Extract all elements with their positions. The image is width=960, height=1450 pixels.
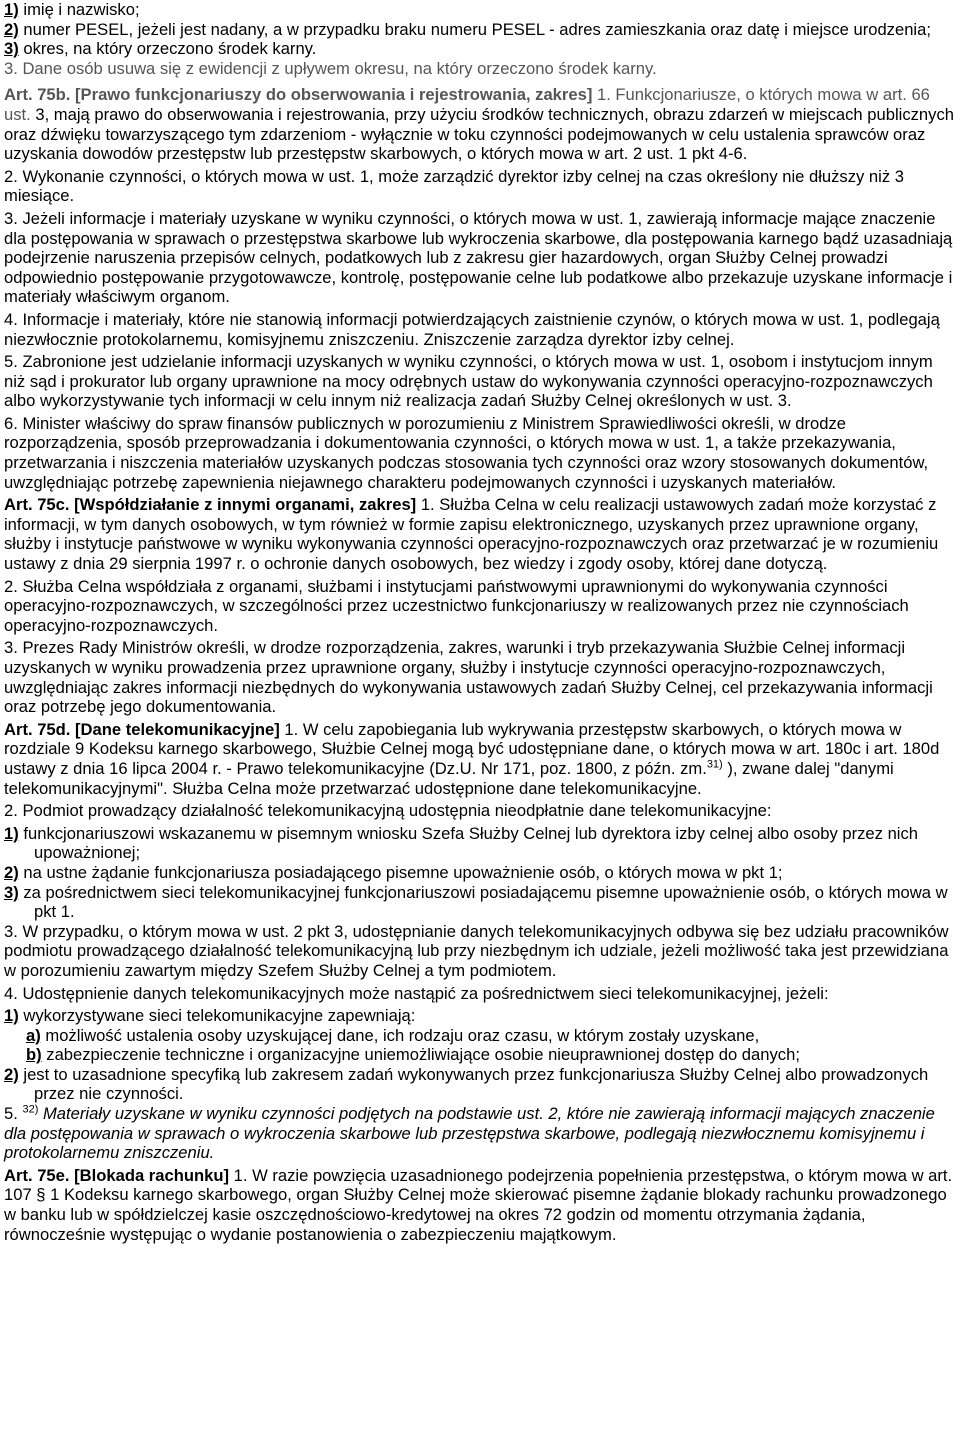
paragraph: 6. Minister właściwy do spraw finansów publicznych w porozumieniu z Ministrem Sprawiedliwości określi, w drodze rozporządzenia, sposób przeprowadzania i dokumentowania czynności, o których mowa w ust. 1, a także przekazywania, przetwarzania i niszczenia materiałów uzyskanych podczas stosowania tych czynności oraz wzory stosowanych dokumentów, uwzględniając potrzebę zapewnienia niejawnego charakteru podejmowanych czynności i uzyskanych materiałów. [4,413,929,492]
list-item [4,1006,956,1026]
item-number: 1) [4,823,19,843]
item-number: 1) [4,1006,19,1026]
item-text: na ustne żądanie funkcjonariusza posiadającego pisemne upoważnienie osób, o których mowa w pkt 1; [18,862,783,882]
item-letter: a) [26,1025,41,1045]
list-item [4,1065,956,1104]
item-letter: b) [26,1045,42,1065]
article-75d [4,720,956,798]
list-subitem [4,1026,956,1046]
paragraph: 3. Jeżeli informacje i materiały uzyskane w wyniku czynności, o których mowa w ust. 1, zawierają informacje mające znaczenie dla postępowania w sprawach o przestępstwa skarbowe lub wykroczenia skarbowe, dla postępowania karnego bądź uzasadniają podejrzenie naruszenia przepisów celnych, podatkowych lub z zakresu gier hazardowych, organ Służby Celnej prowadzi odpowiednio postępowanie przygotowawcze, kontrolę, postępowanie celne lub podatkowe albo przekazuje uzyskane informacje i materiały właściwym organom. [4,208,953,307]
list-item [4,824,956,863]
paragraph-text: 3, mają prawo do obserwowania i rejestrowania, przy użyciu środków technicznych, obrazu zdarzeń w miejscach publicznych oraz dźwięku towarzyszącego tym zdarzeniom - wyłącznie w toku czynności podejmowanych w celu ustalenia sprawców oraz uzyskania dowodów przestępstw lub przestępstw skarbowych, o których mowa w art. 2 ust. 1 pkt 4-6. [4,104,954,164]
footnote-ref: 31) [706,758,723,771]
item-text: imię i nazwisko; [18,0,140,19]
paragraph: 3. Prezes Rady Ministrów określi, w drodze rozporządzenia, zakres, warunki i tryb przekazywania Służbie Celnej informacji uzyskanych w wyniku prowadzenia przez uprawnione organy, służby i instytucje czynności operacyjno-rozpoznawczych, uwzględniając zakres informacji niezbędnych do wykonywania ustawowych zadań Służby Celnej, cel przekazywania informacji oraz potrzebę jego dokumentowania. [4,638,933,717]
paragraph: 2. Wykonanie czynności, o których mowa w ust. 1, może zarządzić dyrektor izby celnej na czas określony nie dłuższy niż 3 miesiące. [4,166,904,206]
item-text: jest to uzasadnione specyfiką lub zakresem zadań wykonywanych przez funkcjonariusza Służby Celnej albo prowadzonych przez nie czynności. [18,1064,929,1104]
paragraph-number: 5. [4,1104,18,1124]
list-item [4,0,956,20]
article-title: [Dane telekomunikacyjne] [75,719,280,739]
list-item [4,20,956,40]
item-number: 2) [4,1064,19,1084]
paragraph: 3. W przypadku, o którym mowa w ust. 2 pkt 3, udostępnianie danych telekomunikacyjnych odbywa się bez udziału pracowników podmiotu prowadzącego działalność telekomunikacyjną lub przy niezbędnym ich udziale, jeżeli możliwość taka jest przewidziana w porozumieniu zawartym między Szefem Służby Celnej a tym podmiotem. [4,921,949,980]
item-number: 3) [4,39,19,59]
paragraph: 4. Informacje i materiały, które nie stanowią informacji potwierdzających zaistnienie czynów, o których mowa w ust. 1, podlegają niezwłocznie protokolarnemu, komisyjnemu zniszczeniu. Zniszczenie zarządza dyrektor izby celnej. [4,309,940,349]
article-heading: Art. 75d. [4,719,71,739]
item-text: za pośrednictwem sieci telekomunikacyjnej funkcjonariuszowi posiadającemu pisemne upoważnienie osób, o których mowa w pkt 1. [18,882,948,922]
paragraph-text: 1. W celu zapobiegania lub wykrywania przestępstw skarbowych, o których mowa w rozdziale 9 Kodeksu karnego skarbowego, Służbie Celnej mogą być udostępniane dane, o których mowa w art. 180c i art. 180d ustawy z dnia 16 lipca 2004 r. - Prawo telekomunikacyjne (Dz.U. Nr 171, poz. 1800, z późn. zm. [4,719,940,778]
list-subitem [4,1045,956,1065]
list-item [4,39,956,59]
item-text: funkcjonariuszowi wskazanemu w pisemnym wniosku Szefa Służby Celnej lub dyrektora izby celnej albo osoby przez nich upoważnionej; [18,823,919,863]
article-75b [4,85,956,163]
article-title: [Prawo funkcjonariuszy do obserwowania i rejestrowania, zakres] [75,85,593,105]
item-text: zabezpieczenie techniczne i organizacyjne uniemożliwiające osobie nieuprawnionej dostęp do danych; [41,1045,800,1065]
item-text: numer PESEL, jeżeli jest nadany, a w przypadku braku numeru PESEL - adres zamieszkania oraz datę i miejsce urodzenia; [18,19,931,39]
paragraph: 2. Służba Celna współdziała z organami, służbami i instytucjami państwowymi uprawnionymi do wykonywania czynności operacyjno-rozpoznawczych, w szczególności przez uczestnictwo funkcjonariuszy w realizowanych przez nie czynnościach operacyjno-rozpoznawczych. [4,576,909,635]
paragraph-text: Materiały uzyskane w wyniku czynności podjętych na podstawie ust. 2, które nie zawierają informacji mających znaczenie dla postępowania w sprawach o wykroczenia skarbowe lub przestępstwa skarbowe, podlegają niezwłocznemu komisyjnemu i protokolarnemu zniszczeniu. [4,1104,935,1163]
paragraph-text: 1. W razie powzięcia uzasadnionego podejrzenia popełnienia przestępstwa, o którym mowa w art. 107 § 1 Kodeksu karnego skarbowego, organ Służby Celnej może skierować pisemne żądanie blokady rachunku prowadzonego w banku lub w spółdzielczej kasie oszczędnościowo-kredytowej na okres 72 godzin od momentu otrzymania żądania, równocześnie występując o wydanie postanowienia o zabezpieczeniu majątkowym. [4,1165,953,1244]
item-number: 2) [4,19,19,39]
paragraph-text: 1. Służba Celna w celu realizacji ustawowych zadań może korzystać z informacji, w tym danych osobowych, w tym również w formie zapisu elektronicznego, uzyskanych przez uprawnione organy, służby i instytucje państwowe w wyniku wykonywania czynności operacyjno-rozpoznawczych oraz przetwarzać je w rozumieniu ustawy z dnia 29 sierpnia 1997 r. o ochronie danych osobowych, bez wiedzy i zgody osoby, której dane dotyczą. [4,495,939,574]
item-number: 2) [4,862,19,882]
paragraph-lead: 1. Funkcjonariusze, o których mowa w art. 66 ust. [4,85,930,124]
article-75e [4,1166,956,1244]
paragraph: 4. Udostępnienie danych telekomunikacyjnych może nastąpić za pośrednictwem sieci telekomunikacyjnej, jeżeli: [4,983,829,1003]
article-heading: Art. 75c. [4,495,70,515]
paragraph [4,1104,956,1163]
item-text: okres, na który orzeczono środek karny. [18,39,317,59]
paragraph: 3. Dane osób usuwa się z ewidencji z upływem okresu, na który orzeczono środek karny. [4,58,657,78]
article-title: [Blokada rachunku] [74,1165,230,1185]
item-number: 1) [4,0,19,19]
article-75c [4,495,956,573]
paragraph-text: ), zwane dalej "danymi telekomunikacyjnymi". Służba Celna może przetwarzać udostępnione dane telekomunikacyjne. [4,758,894,798]
article-heading: Art. 75e. [4,1165,70,1185]
item-text: możliwość ustalenia osoby uzyskującej dane, ich rodzaju oraz czasu, w którym zostały uzyskane, [40,1025,760,1045]
article-title: [Współdziałanie z innymi organami, zakres] [74,495,417,515]
paragraph: 2. Podmiot prowadzący działalność telekomunikacyjną udostępnia nieodpłatnie dane telekomunikacyjne: [4,801,772,821]
article-heading: Art. 75b. [4,85,71,105]
list-item [4,863,956,883]
item-number: 3) [4,882,19,902]
list-item [4,883,956,922]
paragraph: 5. Zabronione jest udzielanie informacji uzyskanych w wyniku czynności, o których mowa w ust. 1, osobom i instytucjom innym niż sąd i prokurator lub organy uprawnione na mocy odrębnych ustaw do wykonywania czynności operacyjno-rozpoznawczych albo wykorzystywanie tych informacji w celu innym niż realizacja zadań Służby Celnej określonych w ust. 3. [4,352,933,411]
footnote-ref: 32) [22,1103,39,1116]
item-text: wykorzystywane sieci telekomunikacyjne zapewniają: [18,1006,416,1026]
